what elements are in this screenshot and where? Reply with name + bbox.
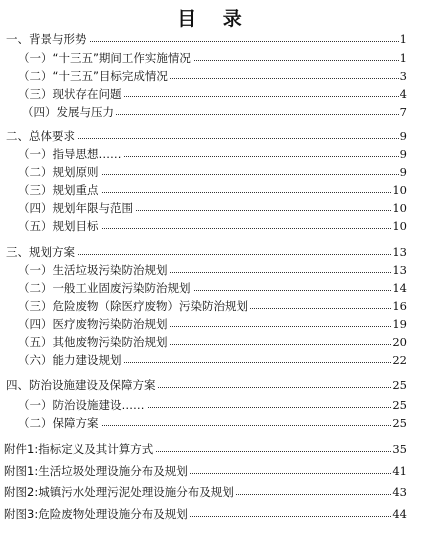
toc-entry-label: 附件1:指标定义及其计算方式 bbox=[4, 442, 154, 456]
toc-entry-label: 一、背景与形势 bbox=[6, 32, 87, 46]
toc-entry[interactable] bbox=[0, 30, 429, 48]
toc-entry-page: 7 bbox=[399, 105, 407, 119]
toc-entry[interactable] bbox=[0, 127, 429, 145]
toc-entry-label: 附图2:城镇污水处理污泥处理设施分布及规划 bbox=[4, 485, 234, 499]
toc-entry-label: （二）规划原则 bbox=[18, 165, 99, 179]
toc-entry-label: 四、防治设施建设及保障方案 bbox=[6, 378, 156, 392]
toc-entry-page: 1 bbox=[399, 32, 407, 46]
toc-entry-page: 13 bbox=[392, 263, 407, 277]
toc-entry-label: （一）生活垃圾污染防治规划 bbox=[18, 263, 168, 277]
toc-entry[interactable] bbox=[0, 333, 429, 351]
toc-entry-label: （一）指导思想…… bbox=[18, 147, 122, 161]
toc-entry-page: 25 bbox=[392, 398, 407, 412]
toc-entry[interactable] bbox=[0, 279, 429, 297]
toc-entry-label: （一）防治设施建设…… bbox=[18, 398, 145, 412]
toc-entry[interactable] bbox=[0, 181, 429, 199]
toc-entry-page: 9 bbox=[399, 129, 407, 143]
toc-entry-label: （五）规划目标 bbox=[18, 219, 99, 233]
toc-entry[interactable] bbox=[0, 297, 429, 315]
toc-entry-page: 41 bbox=[392, 464, 407, 478]
toc-entry-page: 1 bbox=[399, 51, 407, 65]
toc-entry-page: 10 bbox=[392, 183, 407, 197]
toc-entry[interactable] bbox=[0, 440, 429, 458]
toc-entry-page: 10 bbox=[392, 219, 407, 233]
toc-entry-label: （一）“十三五”期间工作实施情况 bbox=[18, 51, 191, 65]
toc-entry[interactable] bbox=[0, 67, 429, 85]
toc-entry[interactable] bbox=[0, 315, 429, 333]
toc-entry-label: （四）医疗废物污染防治规划 bbox=[18, 317, 168, 331]
toc-entry-page: 4 bbox=[399, 87, 407, 101]
toc-entry[interactable] bbox=[0, 199, 429, 217]
toc-entry-page: 43 bbox=[392, 485, 407, 499]
toc-entry[interactable] bbox=[0, 49, 429, 67]
toc-entry-page: 9 bbox=[399, 165, 407, 179]
toc-entry[interactable] bbox=[0, 217, 429, 235]
toc-entry-label: 三、规划方案 bbox=[6, 245, 75, 259]
toc-entry-label: （三）现状存在问题 bbox=[18, 87, 122, 101]
toc-entry-page: 16 bbox=[392, 299, 407, 313]
toc-entry-page: 35 bbox=[392, 442, 407, 456]
toc-entry-page: 13 bbox=[392, 245, 407, 259]
toc-entry[interactable] bbox=[0, 103, 429, 121]
toc-entry-page: 9 bbox=[399, 147, 407, 161]
toc-entry-page: 22 bbox=[392, 353, 407, 367]
toc-entry-label: （三）危险废物（除医疗废物）污染防治规划 bbox=[18, 299, 248, 313]
toc-entry-page: 25 bbox=[392, 416, 407, 430]
toc-entry[interactable] bbox=[0, 85, 429, 103]
toc-entry-page: 19 bbox=[392, 317, 407, 331]
toc-entry[interactable] bbox=[0, 261, 429, 279]
toc-entry-label: （四）发展与压力 bbox=[22, 105, 114, 119]
toc-entry-label: 附图1:生活垃圾处理设施分布及规划 bbox=[4, 464, 188, 478]
toc-entry-label: （六）能力建设规划 bbox=[18, 353, 122, 367]
toc-entry[interactable] bbox=[0, 351, 429, 369]
toc-entry-page: 14 bbox=[392, 281, 407, 295]
toc-entry-label: 二、总体要求 bbox=[6, 129, 75, 143]
toc-entry[interactable] bbox=[0, 145, 429, 163]
toc-entry[interactable] bbox=[0, 462, 429, 480]
toc-entry[interactable] bbox=[0, 376, 429, 394]
toc-entry[interactable] bbox=[0, 414, 429, 432]
toc-entry[interactable] bbox=[0, 396, 429, 414]
toc-entry-page: 20 bbox=[392, 335, 407, 349]
page-title: 目 录 bbox=[177, 8, 252, 30]
toc-entry[interactable] bbox=[0, 505, 429, 523]
toc-entry[interactable] bbox=[0, 163, 429, 181]
toc-entry-page: 3 bbox=[399, 69, 407, 83]
toc-entry-label: （五）其他废物污染防治规划 bbox=[18, 335, 168, 349]
toc-entry-page: 44 bbox=[392, 507, 407, 521]
toc-entry-label: （二）保障方案 bbox=[18, 416, 99, 430]
toc-entry-page: 25 bbox=[392, 378, 407, 392]
toc-entry-label: 附图3:危险废物处理设施分布及规划 bbox=[4, 507, 188, 521]
toc-entry-label: （二）一般工业固废污染防治规划 bbox=[18, 281, 191, 295]
toc-entry-page: 10 bbox=[392, 201, 407, 215]
toc-entry-label: （二）“十三五”目标完成情况 bbox=[18, 69, 168, 83]
toc-entry-label: （三）规划重点 bbox=[18, 183, 99, 197]
toc-entry[interactable] bbox=[0, 483, 429, 501]
toc-entry-label: （四）规划年限与范围 bbox=[18, 201, 133, 215]
toc-entry[interactable] bbox=[0, 243, 429, 261]
